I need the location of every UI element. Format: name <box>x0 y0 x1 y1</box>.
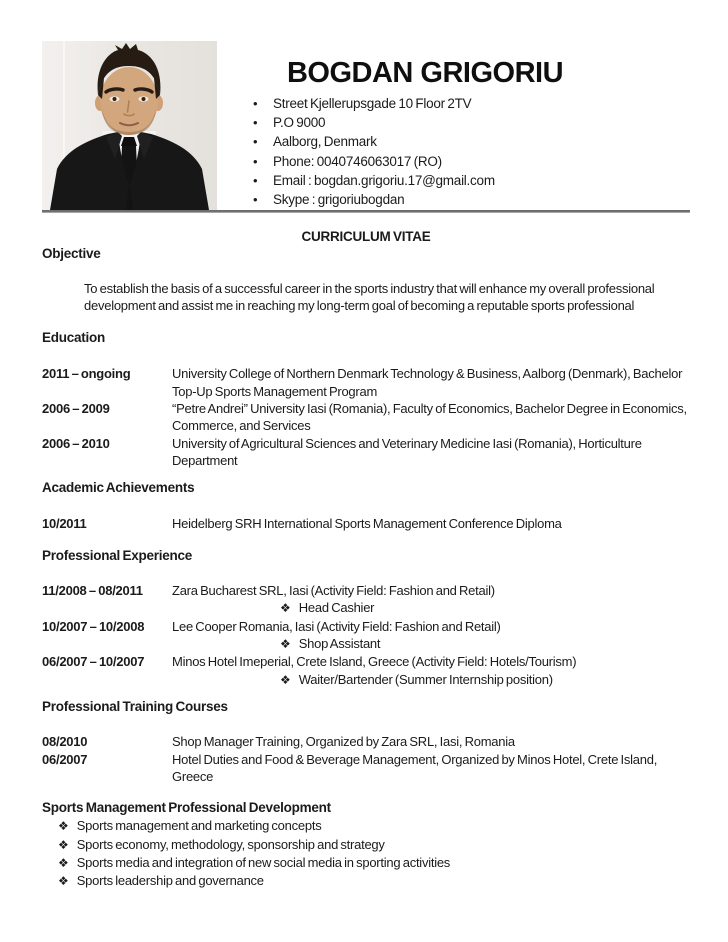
bullet-icon: • <box>253 134 258 150</box>
contact-city-text: Aalborg, Denmark <box>273 134 377 150</box>
professional-experience-entries <box>42 582 690 689</box>
entry-period: 10/2011 <box>42 515 87 531</box>
entry-description: Shop Manager Training, Organized by Zara SRL, Iasi, Romania <box>172 734 515 750</box>
sports-item-text: Sports economy, methodology, sponsorship and strategy <box>76 836 385 852</box>
entry-employer: Minos Hotel Imeperial, Crete Island, Greece (Activity Field: Hotels/Tourism) <box>172 654 577 670</box>
entry-role-text: Waiter/Bartender (Summer Internship position) <box>298 671 553 687</box>
contact-item-phone <box>253 153 495 172</box>
professional-experience-heading: Professional Experience <box>42 547 193 563</box>
education-entry <box>42 400 690 435</box>
bullet-icon: • <box>253 115 258 131</box>
contact-phone-text: Phone: 0040746063017 (RO) <box>273 153 442 169</box>
diamond-bullet-icon: ❖ <box>58 819 69 834</box>
academic-achievements-entries <box>42 515 690 532</box>
entry-description <box>172 653 690 689</box>
entry-period: 06/2007 – 10/2007 <box>42 654 145 670</box>
contact-po-text: P.O 9000 <box>273 115 326 131</box>
contact-email-text: Email : bogdan.grigoriu.17@gmail.com <box>273 172 495 188</box>
contact-item-skype <box>253 191 495 210</box>
entry-period: 11/2008 – 08/2011 <box>42 583 143 599</box>
diamond-bullet-icon: ❖ <box>58 837 69 852</box>
entry-description: University of Agricultural Sciences and Veterinary Medicine Iasi (Romania), Horticulture Department <box>172 435 642 468</box>
entry-role-text: Head Cashier <box>298 600 375 616</box>
entry-description <box>172 618 690 654</box>
experience-entry <box>42 653 690 689</box>
entry-period: 10/2007 – 10/2008 <box>42 618 145 634</box>
bullet-icon: • <box>253 191 258 207</box>
training-courses-entries <box>42 733 690 785</box>
entry-role <box>172 599 690 617</box>
sports-item <box>42 836 690 854</box>
bullet-icon: • <box>253 153 258 169</box>
entry-employer: Lee Cooper Romania, Iasi (Activity Field: Fashion and Retail) <box>172 618 501 634</box>
experience-entry <box>42 582 690 618</box>
education-entry <box>42 365 690 400</box>
entry-period: 2006 – 2009 <box>42 401 110 417</box>
contact-item-email <box>253 172 495 191</box>
diamond-bullet-icon: ❖ <box>58 856 69 871</box>
sports-development-list <box>42 817 690 890</box>
diamond-bullet-icon: ❖ <box>280 601 291 616</box>
contact-item-street <box>253 95 495 114</box>
training-courses-heading: Professional Training Courses <box>42 698 228 714</box>
sports-item-text: Sports media and integration of new social media in sporting activities <box>76 855 451 871</box>
academic-entry <box>42 515 690 532</box>
entry-employer: Zara Bucharest SRL, Iasi (Activity Field: Fashion and Retail) <box>172 583 495 599</box>
bullet-icon: • <box>253 172 258 188</box>
entry-description: “Petre Andrei” University Iasi (Romania), Faculty of Economics, Bachelor Degree in Economics, Commerce, and Services <box>172 401 687 434</box>
person-name: BOGDAN GRIGORIU <box>286 57 564 89</box>
header-divider <box>42 210 690 213</box>
contact-list <box>253 95 495 210</box>
sports-item-text: Sports leadership and governance <box>76 873 264 889</box>
entry-role <box>172 671 690 689</box>
entry-description: University College of Northern Denmark Technology & Business, Aalborg (Denmark), Bachelor Top-Up Sports Management Program <box>172 366 683 399</box>
sports-item <box>42 817 690 835</box>
cv-title: CURRICULUM VITAE <box>301 229 431 244</box>
entry-period: 2011 – ongoing <box>42 366 131 382</box>
sports-development-heading: Sports Management Professional Development <box>42 800 331 816</box>
entry-role-text: Shop Assistant <box>298 636 381 652</box>
cv-content <box>42 222 690 891</box>
contact-item-city <box>253 133 495 152</box>
bullet-icon: • <box>253 96 258 111</box>
objective-heading: Objective <box>42 246 101 262</box>
entry-description <box>172 582 690 618</box>
academic-achievements-heading: Academic Achievements <box>42 480 195 496</box>
experience-entry <box>42 618 690 654</box>
objective-text: To establish the basis of a successful career in the sports industry that will enhance my overall professional development and assist me in reaching my long-term goal of becoming a reputable sports professional <box>84 280 655 313</box>
sports-item <box>42 872 690 890</box>
contact-skype-text: Skype : grigoriubogdan <box>273 191 405 207</box>
entry-role <box>172 635 690 653</box>
contact-item-po-box <box>253 114 495 133</box>
portrait-photo <box>42 41 217 210</box>
diamond-bullet-icon: ❖ <box>280 637 291 652</box>
diamond-bullet-icon: ❖ <box>280 672 291 687</box>
training-entry <box>42 751 690 786</box>
contact-street-text: Street Kjellerupsgade 10 Floor 2TV <box>273 96 472 111</box>
entry-description: Heidelberg SRH International Sports Management Conference Diploma <box>172 515 562 531</box>
entry-description: Hotel Duties and Food & Beverage Management, Organized by Minos Hotel, Crete Island, Greece <box>172 751 658 784</box>
diamond-bullet-icon: ❖ <box>58 874 69 889</box>
education-entry <box>42 435 690 470</box>
sports-item-text: Sports management and marketing concepts <box>76 818 322 834</box>
education-heading: Education <box>42 330 106 346</box>
entry-period: 06/2007 <box>42 751 88 767</box>
training-entry <box>42 733 690 750</box>
entry-period: 08/2010 <box>42 734 88 750</box>
entry-period: 2006 – 2010 <box>42 435 110 451</box>
education-entries <box>42 365 690 469</box>
sports-item <box>42 854 690 872</box>
